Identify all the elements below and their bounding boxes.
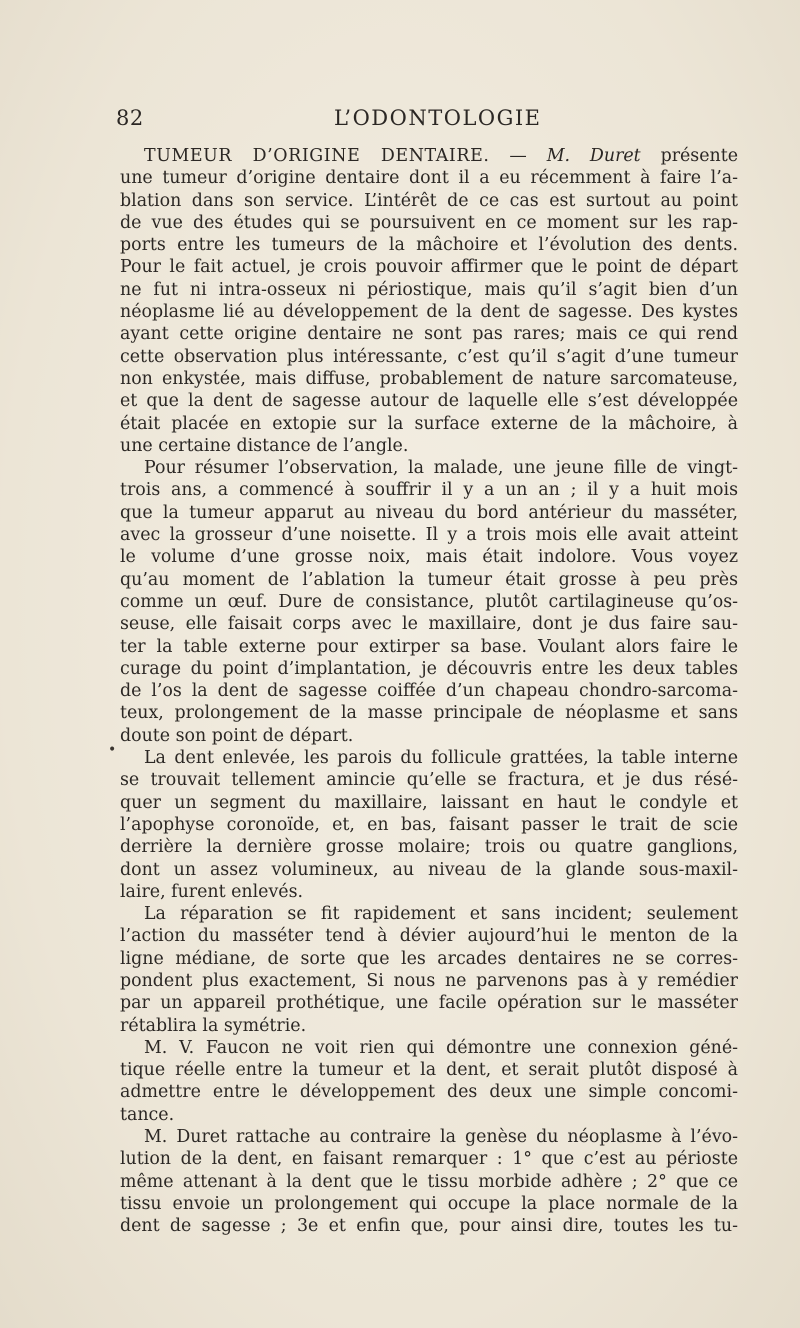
text-line: quer un segment du maxillaire, laissant en haut le condyle et bbox=[120, 792, 738, 813]
text-line: l’apophyse coronoïde, et, en bas, faisant passer le trait de scie bbox=[120, 814, 738, 835]
text-line: dent de sagesse ; 3e et enfin que, pour ainsi dire, toutes les tu- bbox=[120, 1216, 738, 1237]
text-line: était placée en extopie sur la surface externe de la mâchoire, à bbox=[120, 413, 738, 434]
text-line: ayant cette origine dentaire ne sont pas rares; mais ce qui rend bbox=[120, 324, 738, 345]
text-line: derrière la dernière grosse molaire; trois ou quatre ganglions, bbox=[120, 837, 738, 858]
running-head bbox=[116, 106, 736, 136]
text-line: lution de la dent, en faisant remarquer : 1° que c’est au périoste bbox=[120, 1149, 738, 1170]
paragraph-1-lines bbox=[120, 167, 738, 457]
text-line: trois ans, a commencé à souffrir il y a un an ; il y a huit mois bbox=[120, 480, 738, 501]
text-line: l’action du masséter tend à dévier aujourd’hui le menton de la bbox=[120, 926, 738, 947]
text-line: curage du point d’implantation, je découvris entre les deux tables bbox=[120, 658, 738, 679]
text-line: néoplasme lié au développement de la dent de sagesse. Des kystes bbox=[120, 302, 738, 323]
text-line: par un appareil prothétique, une facile opération sur le masséter bbox=[120, 993, 738, 1014]
text-line: admettre entre le développement des deux une simple concomi- bbox=[120, 1082, 738, 1103]
page-number: 82 bbox=[116, 106, 144, 130]
author-name: M. Duret bbox=[546, 146, 641, 166]
text-line: le volume d’une grosse noix, mais était indolore. Vous voyez bbox=[120, 547, 738, 568]
paragraph-2 bbox=[120, 457, 738, 747]
text-line: doute son point de départ. bbox=[120, 725, 354, 746]
paragraph-3 bbox=[120, 747, 738, 903]
text-line: avec la grosseur d’une noisette. Il y a trois mois elle avait atteint bbox=[120, 525, 738, 546]
text-line: M. V. Faucon ne voit rien qui démontre une connexion géné- bbox=[144, 1037, 738, 1058]
text-line: rétablira la symétrie. bbox=[120, 1015, 307, 1036]
text-line: M. Duret rattache au contraire la genèse du néoplasme à l’évo- bbox=[144, 1127, 738, 1148]
text-line: de vue des études qui se poursuivent en ce moment sur les rap- bbox=[120, 212, 738, 233]
text-line: ter la table externe pour extirper sa base. Voulant alors faire le bbox=[120, 636, 738, 657]
journal-title: L’ODONTOLOGIE bbox=[334, 106, 542, 130]
text-line: teux, prolongement de la masse principale de néoplasme et sans bbox=[120, 703, 738, 724]
text-line: La dent enlevée, les parois du follicule grattées, la table interne bbox=[144, 748, 738, 769]
text-line: qu’au moment de l’ablation la tumeur était grosse à peu près bbox=[120, 569, 738, 590]
text-line: blation dans son service. L’intérêt de ce cas est surtout au point bbox=[120, 190, 738, 211]
margin-mark: • bbox=[108, 742, 117, 758]
heading-line: TUMEUR D’ORIGINE DENTAIRE. — M. Duret présente bbox=[144, 146, 738, 166]
article-body bbox=[120, 145, 738, 1238]
text-line: une tumeur d’origine dentaire dont il a eu récemment à faire l’a- bbox=[120, 168, 738, 189]
text-line: et que la dent de sagesse autour de laquelle elle s’est développée bbox=[120, 391, 738, 412]
text-line: tissu envoie un prolongement qui occupe la place normale de la bbox=[120, 1193, 738, 1214]
text-line: une certaine distance de l’angle. bbox=[120, 435, 409, 456]
section-heading: TUMEUR D’ORIGINE DENTAIRE. bbox=[144, 146, 490, 166]
paragraph-5 bbox=[120, 1037, 738, 1126]
text-line: que la tumeur apparut au niveau du bord antérieur du masséter, bbox=[120, 502, 738, 523]
text-line: Pour résumer l’observation, la malade, une jeune fille de vingt- bbox=[144, 458, 738, 479]
text-line: dont un assez volumineux, au niveau de la glande sous-maxil- bbox=[120, 859, 738, 880]
text-line: de l’os la dent de sagesse coiffée d’un chapeau chondro-sarcoma- bbox=[120, 681, 738, 702]
paragraph-6 bbox=[120, 1126, 738, 1237]
text-line: ligne médiane, de sorte que les arcades dentaires ne se corres- bbox=[120, 948, 738, 969]
text-line: se trouvait tellement amincie qu’elle se fractura, et je dus résé- bbox=[120, 770, 738, 791]
text-line: ne fut ni intra-osseux ni périostique, mais qu’il s’agit bien d’un bbox=[120, 279, 738, 300]
text-line: seuse, elle faisait corps avec le maxillaire, dont je dus faire sau- bbox=[120, 614, 738, 635]
text-line: tique réelle entre la tumeur et la dent, et serait plutôt disposé à bbox=[120, 1060, 738, 1081]
text-line: cette observation plus intéressante, c’est qu’il s’agit d’une tumeur bbox=[120, 346, 738, 367]
text-line: même attenant à la dent que le tissu morbide adhère ; 2° que ce bbox=[120, 1171, 738, 1192]
text-line: comme un œuf. Dure de consistance, plutôt cartilagineuse qu’os- bbox=[120, 591, 738, 612]
text-line: pondent plus exactement, Si nous ne parvenons pas à y remédier bbox=[120, 970, 738, 991]
text-line: non enkystée, mais diffuse, probablement de nature sarcomateuse, bbox=[120, 368, 738, 389]
text-line: tance. bbox=[120, 1104, 175, 1125]
text-line: La réparation se fit rapidement et sans incident; seulement bbox=[144, 904, 738, 925]
paragraph-4 bbox=[120, 903, 738, 1037]
paragraph-1 bbox=[120, 145, 738, 457]
text-line: laire, furent enlevés. bbox=[120, 881, 304, 902]
text-line: ports entre les tumeurs de la mâchoire et l’évolution des dents. bbox=[120, 235, 738, 256]
text-line: Pour le fait actuel, je crois pouvoir affirmer que le point de départ bbox=[120, 257, 738, 278]
